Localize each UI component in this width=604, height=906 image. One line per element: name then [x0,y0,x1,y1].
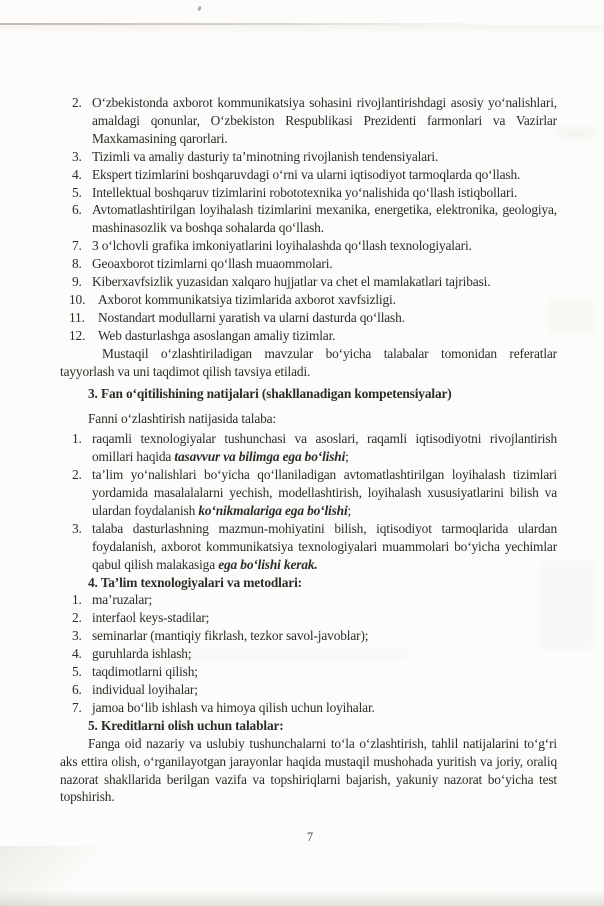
section-heading-methods: 4. Ta’lim texnologiyalari va metodlari: [88,574,302,590]
list-item-text: Avtomatlashtirilgan loyihalash tizimlarini mexanika, energetika, elektronika, geologiya, mashinasozlik va boshqa sohalarda qo‘llash. [92,202,557,236]
list-item-text: guruhlarda ishlash; [92,646,192,662]
list-item [60,681,557,699]
list-item-number: 3. [72,628,82,644]
list-item-text: taqdimotlarni qilish; [92,664,198,680]
list-item [60,645,557,663]
methods-list [60,591,557,716]
list-item [60,591,557,609]
referat-paragraph: Mustaqil o‘zlashtiriladigan mavzular bo‘yicha talabalar tomonidan referatlar tayyorlash va uni taqdimot qilish tavsiya etiladi. [60,345,557,379]
credits-paragraph: Fanga oid nazariy va uslubiy tushunchalarni to‘la o‘zlashtirish, tahlil natijalarini to‘g‘ri aks ettira olish, o‘rganilayotgan jarayonlar haqida mustaqil mushohada yuritish va joriy, oraliq nazorat shakllarida berilgan vazifa va topshiriqlarni bajarish, yakuniy nazorat bo‘yicha test topshirish. [60,735,557,805]
list-item [60,466,557,520]
list-item-number: 9. [72,274,82,290]
list-item-number: 5. [72,664,82,680]
list-item-number: 2. [72,610,82,626]
page-number: 7 [306,830,314,844]
list-item [60,430,557,466]
results-intro-line: Fanni o‘zlashtirish natijasida talaba: [88,411,277,427]
list-item-text: ta’lim yo‘nalishlari bo‘yicha qo‘llaniladigan avtomatlashtirilgan loyihalash tizimlari yordamida masalalalarni yechish, modellashtirish, loyihalash xususiyatlarini bilish va ulardan foydalanish ko‘nikmalariga ega bo‘lishi; [92,467,557,518]
list-item-text: ma’ruzalar; [92,592,153,608]
list-item-number: 7. [72,238,82,254]
list-item [60,94,557,148]
list-item-text: Geoaxborot tizimlarni qo‘llash muaommolari. [92,256,333,272]
list-item [60,327,557,345]
list-item-text: jamoa bo‘lib ishlash va himoya qilish uchun loyihalar. [92,699,375,715]
list-item-number: 2. [72,467,82,483]
list-item-text: raqamli texnologiyalar tushunchasi va asoslari, raqamli iqtisodiyotni rivojlantirish omillari haqida tasavvur va bilimga ega bo‘lishi; [92,431,557,465]
list-item-number: 1. [72,592,82,608]
list-item [60,166,557,184]
list-item-text: interfaol keys-stadilar; [92,610,210,626]
list-item-text: Tizimli va amaliy dasturiy ta’minotning rivojlanish tendensiyalari. [92,148,439,164]
list-item-number: 4. [72,166,82,182]
list-item [60,148,557,166]
list-item-text: Intellektual boshqaruv tizimlarini robototexnika yo‘nalishida qo‘llash istiqbollari. [92,184,518,200]
list-item-number: 10. [69,291,86,307]
list-item [60,520,557,574]
list-item-text: Ekspert tizimlarini boshqaruvdagi o‘rni va ularni iqtisodiyot tarmoqlarda qo‘llash. [92,166,521,182]
list-item-number: 3. [72,520,82,536]
list-item-number: 2. [72,95,82,110]
list-item-number: 3. [72,148,82,164]
list-item [60,309,557,327]
section-heading-credits: 5. Kreditlarni olish uchun talablar: [88,717,284,733]
list-item-number: 1. [72,431,82,447]
list-item-number: 6. [72,202,82,218]
list-item-text: Web dasturlashga asoslangan amaliy tizimlar. [98,327,336,343]
scan-fold-shadow-artifact [0,25,604,35]
list-item-number: 4. [72,646,82,662]
competencies-list [60,430,557,573]
list-item-text: 3 o‘lchovli grafika imkoniyatlarini loyihalashda qo‘llash texnologiyalari. [92,238,472,254]
scan-edge-shadow [0,890,604,906]
list-item [60,201,557,237]
list-item-text: Axborot kommunikatsiya tizimlarida axborot xavfsizligi. [98,291,396,307]
list-item [60,699,557,717]
list-item [60,291,557,309]
list-item [60,255,557,273]
list-item [60,663,557,681]
list-item [60,273,557,291]
list-item-number: 5. [72,184,82,200]
document-body [60,94,557,806]
scan-speck-artifact [197,6,201,12]
topics-list [60,94,557,345]
bleed-through-artifact [556,128,596,138]
list-item-text: Nostandart modullarni yaratish va ularni dasturda qo‘llash. [98,309,405,325]
list-item-text: O‘zbekistonda axborot kommunikatsiya sohasini rivojlantirishdagi asosiy yo‘nalishlari, amaldagi qonunlar, O‘zbekiston Respublikasi Prezidenti farmonlari va Vazirlar Maxkamasining qarorlari. [92,95,557,146]
list-item-text: individual loyihalar; [92,682,198,697]
section-heading-results: 3. Fan o‘qitilishining natijalari (shakllanadigan kompetensiyalar) [88,385,452,401]
list-item [60,184,557,202]
list-item-number: 12. [69,327,86,343]
list-item [60,609,557,627]
list-item [60,627,557,645]
list-item-text: Kiberxavfsizlik yuzasidan xalqaro hujjatlar va chet el mamlakatlari tajribasi. [92,274,491,290]
list-item [60,237,557,255]
list-item-text: seminarlar (mantiqiy fikrlash, tezkor savol-javoblar); [92,628,369,644]
list-item-number: 11. [69,309,85,325]
list-item-text: talaba dasturlashning mazmun-mohiyatini bilish, iqtisodiyot tarmoqlarida ulardan foydalanish, axborot kommunikatsiya texnologiyalari muammolari bo‘yicha yechimlar qabul qilish malakasiga ega bo‘lishi kerak. [92,520,557,572]
list-item-number: 7. [72,699,82,715]
list-item-number: 8. [72,256,82,272]
list-item-number: 6. [72,682,82,697]
